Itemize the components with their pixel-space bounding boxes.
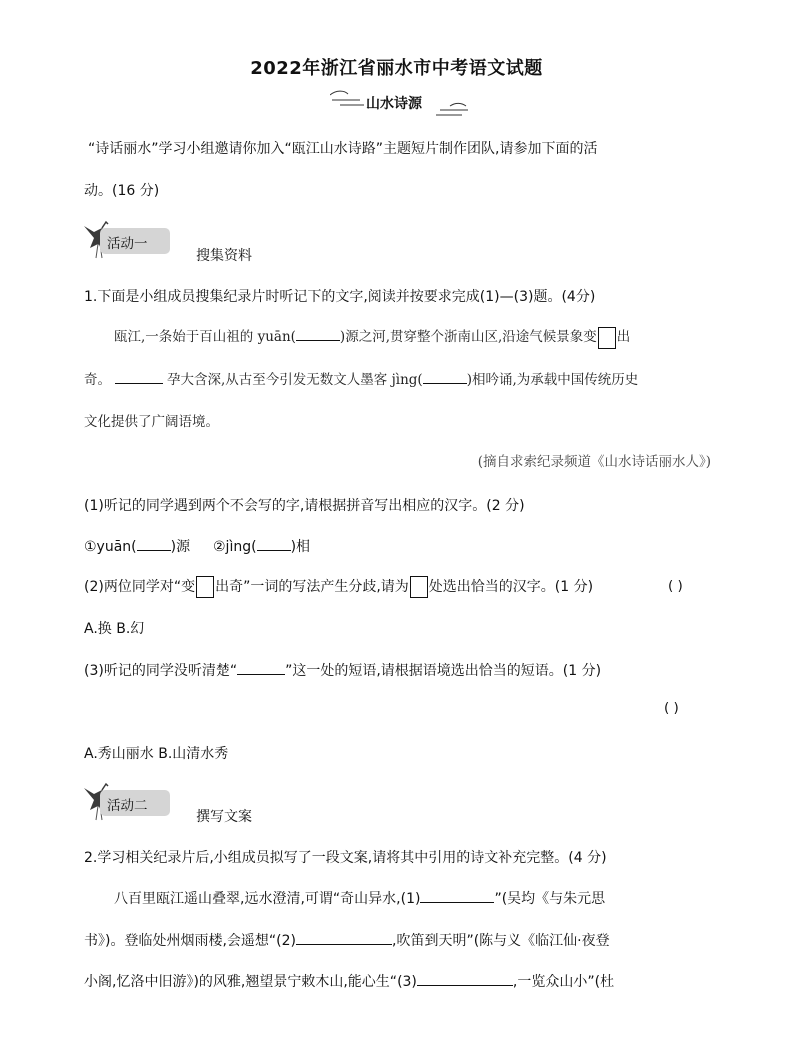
answer-label: )源 — [170, 539, 191, 555]
sub-question-2-options: A.换 B.幻 — [84, 621, 145, 637]
passage-line-1 — [114, 325, 630, 349]
blank-jing[interactable] — [423, 369, 467, 384]
section-subtitle: 山水诗源 — [366, 96, 422, 112]
answer-blank-jing[interactable] — [257, 536, 291, 551]
answer-box[interactable] — [196, 576, 214, 598]
question-text: ”(吴均《与朱元思 — [494, 891, 606, 907]
sub-question-1: (1)听记的同学遇到两个不会写的字,请根据拼音写出相应的汉字。(2 分) — [84, 498, 525, 514]
question-text: 小阁,忆洛中旧游》)的风雅,翘望景宁敕木山,能心生“(3) — [84, 974, 417, 990]
choice-paren[interactable]: ( ) — [668, 578, 683, 594]
blank-phrase[interactable] — [115, 369, 163, 384]
sub-question-2 — [84, 576, 593, 598]
activity-one-label: 活动一 — [107, 236, 148, 252]
answer-blank-yuan[interactable] — [137, 536, 171, 551]
q2-line-2 — [84, 930, 610, 950]
question-text: 书》)。登临处州烟雨楼,会遥想“(2) — [84, 933, 296, 949]
activity-two-label: 活动二 — [107, 798, 148, 814]
answer-label: ②jìng( — [213, 539, 257, 555]
question-text: (3)听记的同学没听清楚“ — [84, 663, 238, 679]
question-text: ,吹笛到天明”(陈与义《临江仙·夜登 — [392, 933, 610, 949]
intro-line-1: “诗话丽水”学习小组邀请你加入“瓯江山水诗路”主题短片制作团队,请参加下面的活 — [88, 141, 598, 157]
activity-two-title: 撰写文案 — [196, 809, 252, 825]
question-text: (2)两位同学对“变 — [84, 579, 196, 595]
activity-one-badge — [80, 218, 188, 266]
poem-blank-1[interactable] — [420, 888, 494, 903]
question-text: ”这一处的短语,请根据语境选出恰当的短语。(1 分) — [285, 663, 602, 679]
answer-box[interactable] — [598, 327, 616, 349]
passage-text: 孕大含深,从古至今引发无数文人墨客 jìng( — [167, 372, 423, 388]
q2-line-3 — [84, 971, 614, 991]
question-text: 出奇”一词的写法产生分歧,请为 — [215, 579, 409, 595]
passage-text: )源之河,贯穿整个浙南山区,沿途气候景象变 — [339, 329, 597, 345]
passage-line-3: 文化提供了广阔语境。 — [84, 414, 219, 430]
sub-question-3 — [84, 660, 601, 680]
q2-line-1 — [114, 888, 605, 908]
answer-label: ①yuān( — [84, 539, 137, 555]
intro-line-2: 动。(16 分) — [84, 183, 160, 199]
passage-text: 奇。 — [84, 372, 111, 388]
question-text: 八百里瓯江遥山叠翠,远水澄清,可谓“奇山异水,(1) — [114, 891, 421, 907]
question-1-stem: 1.下面是小组成员搜集纪录片时听记下的文字,阅读并按要求完成(1)—(3)题。(4分) — [84, 289, 596, 305]
passage-text: 瓯江,一条始于百山祖的 yuān( — [114, 329, 296, 345]
passage-line-2 — [84, 368, 638, 388]
question-2-stem: 2.学习相关纪录片后,小组成员拟写了一段文案,请将其中引用的诗文补充完整。(4 分) — [84, 850, 607, 866]
activity-one-title: 搜集资料 — [196, 248, 252, 264]
answer-box[interactable] — [410, 576, 428, 598]
poem-blank-2[interactable] — [296, 930, 392, 945]
activity-two-badge — [80, 780, 188, 828]
subtitle-block — [330, 88, 470, 118]
question-text: 处选出恰当的汉字。(1 分) — [428, 579, 594, 595]
sub-question-3-options: A.秀山丽水 B.山清水秀 — [84, 746, 229, 762]
page-title: 2022年浙江省丽水市中考语文试题 — [250, 58, 543, 79]
passage-text: 出 — [616, 329, 631, 345]
answer-label: )相 — [290, 539, 311, 555]
choice-paren[interactable]: ( ) — [664, 700, 679, 716]
passage-source: (摘自求索纪录频道《山水诗话丽水人》) — [477, 454, 711, 470]
passage-text: )相吟诵,为承载中国传统历史 — [466, 372, 639, 388]
answer-blank-phrase[interactable] — [237, 660, 285, 675]
sub-question-1-answers — [84, 536, 310, 556]
question-text: ,一览众山小”(杜 — [512, 974, 615, 990]
poem-blank-3[interactable] — [417, 971, 513, 986]
blank-yuan[interactable] — [296, 326, 340, 341]
